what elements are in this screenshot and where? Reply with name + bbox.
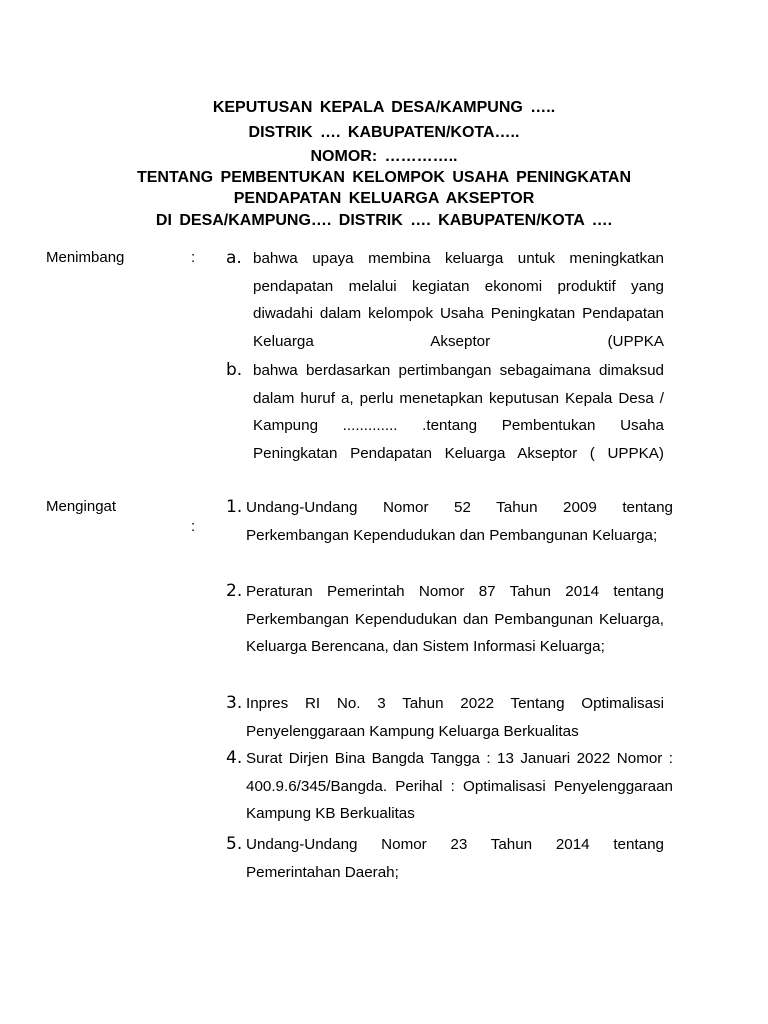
- decree-district-line: DISTRIK …. KABUPATEN/KOTA…..: [248, 124, 520, 141]
- item-marker-5: 5.: [226, 834, 243, 854]
- decree-location-line: DI DESA/KAMPUNG…. DISTRIK …. KABUPATEN/KOTA ….: [155, 212, 613, 229]
- item-marker-2: 2.: [226, 581, 243, 601]
- mengingat-heading: Mengingat: [46, 498, 117, 515]
- item-marker-b: b.: [226, 360, 243, 380]
- menimbang-colon: :: [191, 249, 196, 266]
- mengingat-item-1: Undang-Undang Nomor 52 Tahun 2009 tentang Perkembangan Kependudukan dan Pembangunan Keluarga;: [246, 499, 673, 544]
- decree-subject-line: TENTANG PEMBENTUKAN KELOMPOK USAHA PENINGKATAN: [136, 169, 632, 186]
- menimbang-heading: Menimbang: [46, 249, 125, 266]
- item-marker-a: a.: [226, 248, 242, 268]
- item-marker-1: 1.: [226, 497, 243, 517]
- mengingat-item-3: Inpres RI No. 3 Tahun 2022 Tentang Optimalisasi Penyelenggaraan Kampung Keluarga Berkualitas: [246, 695, 664, 740]
- mengingat-item-5: Undang-Undang Nomor 23 Tahun 2014 tentang Pemerintahan Daerah;: [246, 836, 664, 881]
- decree-subject-line-2: PENDAPATAN KELUARGA AKSEPTOR: [233, 190, 535, 207]
- decree-title-line: KEPUTUSAN KEPALA DESA/KAMPUNG …..: [212, 99, 556, 116]
- item-marker-3: 3.: [226, 693, 243, 713]
- item-marker-4: 4.: [226, 748, 243, 768]
- mengingat-colon: :: [191, 518, 196, 535]
- mengingat-item-2: Peraturan Pemerintah Nomor 87 Tahun 2014 tentang Perkembangan Kependudukan dan Pembangunan Keluarga, Keluarga Berencana, dan Sistem Informasi Keluarga;: [246, 583, 664, 655]
- decree-number-line: NOMOR: …………..: [310, 148, 458, 165]
- menimbang-item-b: bahwa berdasarkan pertimbangan sebagaimana dimaksud dalam huruf a, perlu menetapkan keputusan Kepala Desa / Kampung ............. .tentang Pembentukan Usaha Peningkatan Pendapatan Keluarga Akseptor ( UPPKA): [253, 362, 664, 462]
- mengingat-item-4: Surat Dirjen Bina Bangda Tangga : 13 Januari 2022 Nomor : 400.9.6/345/Bangda. Perihal : Optimalisasi Penyelenggaraan Kampung KB Berkualitas: [246, 750, 673, 822]
- menimbang-item-a: bahwa upaya membina keluarga untuk meningkatkan pendapatan melalui kegiatan ekonomi produktif yang diwadahi dalam kelompok Usaha Peningkatan Pendapatan Keluarga Akseptor (UPPKA: [253, 250, 664, 350]
